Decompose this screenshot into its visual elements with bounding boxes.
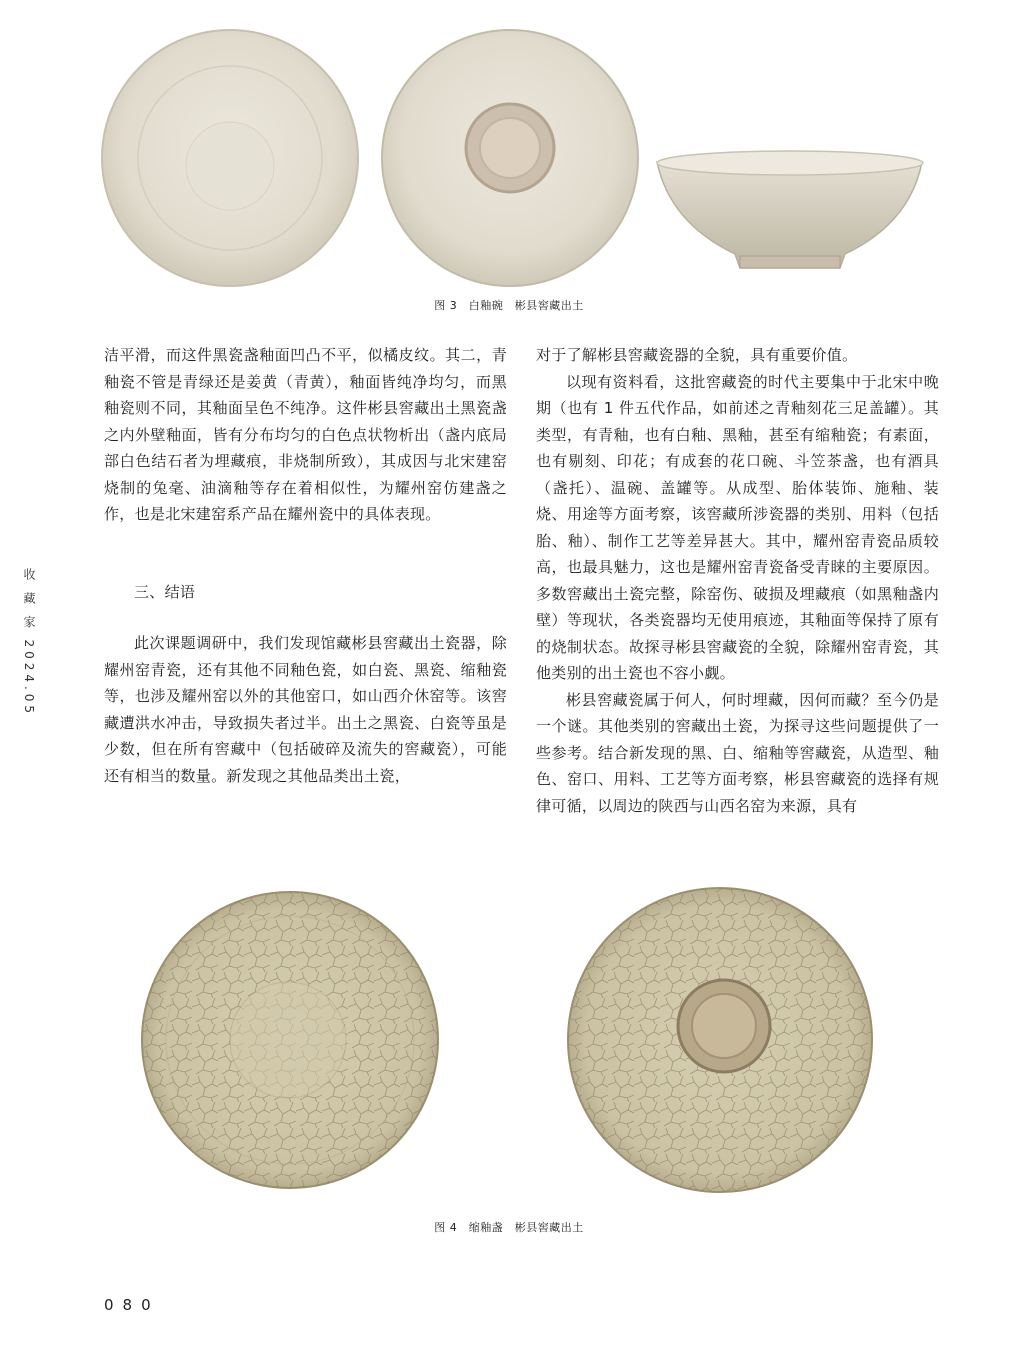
figure-4 — [140, 868, 880, 1213]
right-paragraph-3: 彬县窖藏瓷属于何人，何时埋藏，因何而藏？至今仍是一个谜。其他类别的窖藏出土瓷，为探寻这些问题提供了一些参考。结合新发现的黑、白、缩釉等窖藏瓷，从造型、釉色、窑口、用料、工艺等方面考察，彬县窖藏瓷的选择有规律可循，以周边的陕西与山西名窑为来源，具有 — [536, 690, 939, 815]
figure-3-caption: 图 3 白釉碗 彬县窖藏出土 — [434, 299, 584, 312]
left-paragraph-1: 洁平滑，而这件黑瓷盏釉面凹凸不平，似橘皮纹。其二，青釉瓷不管是青绿还是姜黄（青黄），釉面皆纯净均匀，而黑釉瓷则不同，其釉面呈色不纯净。这件彬县窖藏出土黑瓷盏之内外壁釉面，皆有分布均匀的白色点状物析出（盏内底局部白色结石者为埋藏痕，非烧制所致），其成因与北宋建窑烧制的兔毫、油滴釉等存在着相似性，为耀州窑仿建盏之作，也是北宋建窑系产品在耀州瓷中的具体表现。 — [104, 346, 507, 523]
right-paragraph-1: 对于了解彬县窖藏瓷器的全貌，具有重要价值。 — [536, 346, 858, 364]
crackle-bowl-base — [568, 888, 872, 1192]
right-column — [536, 342, 939, 819]
magazine-sidebar: 收 藏 家 2024.05 — [22, 568, 36, 718]
page-number: 080 — [104, 1296, 160, 1314]
figure-3-images — [100, 18, 940, 293]
white-bowl-base — [382, 30, 638, 286]
section-heading: 三、结语 — [134, 582, 196, 601]
figure-4-images — [140, 868, 880, 1213]
left-paragraph-2: 此次课题调研中，我们发现馆藏彬县窖藏出土瓷器，除耀州窑青瓷，还有其他不同釉色瓷，如白瓷、黑瓷、缩釉瓷等，也涉及耀州窑以外的其他窑口，如山西介休窑等。该窖藏遭洪水冲击，导致损失者过半。出土之黑瓷、白瓷等虽是少数，但在所有窖藏中（包括破碎及流失的窖藏瓷），可能还有相当的数量。新发现之其他品类出土瓷， — [104, 634, 507, 785]
crackle-bowl-interior — [142, 892, 438, 1188]
right-paragraph-2: 以现有资料看，这批窖藏瓷的时代主要集中于北宋中晚期（也有 1 件五代作品，如前述之青釉刻花三足盖罐）。其类型，有青釉，也有白釉、黑釉，甚至有缩釉瓷；有素面，也有剔刻、印花；有成套的花口碗、斗笠茶盏，也有酒具（盏托）、温碗、盖罐等。从成型、胎体装饰、施釉、装烧、用途等方面考察，该窖藏所涉瓷器的类别、用料（包括胎、釉）、制作工艺等差异甚大。其中，耀州窑青瓷品质较高，也最具魅力，这也是耀州窑青瓷备受青睐的主要原因。多数窖藏出土瓷完整，除窑伤、破损及埋藏痕（如黑釉盏内壁）等现状，各类瓷器均无使用痕迹，其釉面等保持了原有的烧制状态。故探寻彬县窖藏瓷的全貌，除耀州窑青瓷，其他类别的出土瓷也不容小觑。 — [536, 372, 939, 682]
left-column — [104, 342, 507, 789]
white-bowl-profile — [657, 151, 923, 268]
white-bowl-interior — [102, 30, 358, 286]
figure-4-caption: 图 4 缩釉盏 彬县窖藏出土 — [434, 1221, 584, 1234]
figure-3 — [100, 18, 940, 293]
